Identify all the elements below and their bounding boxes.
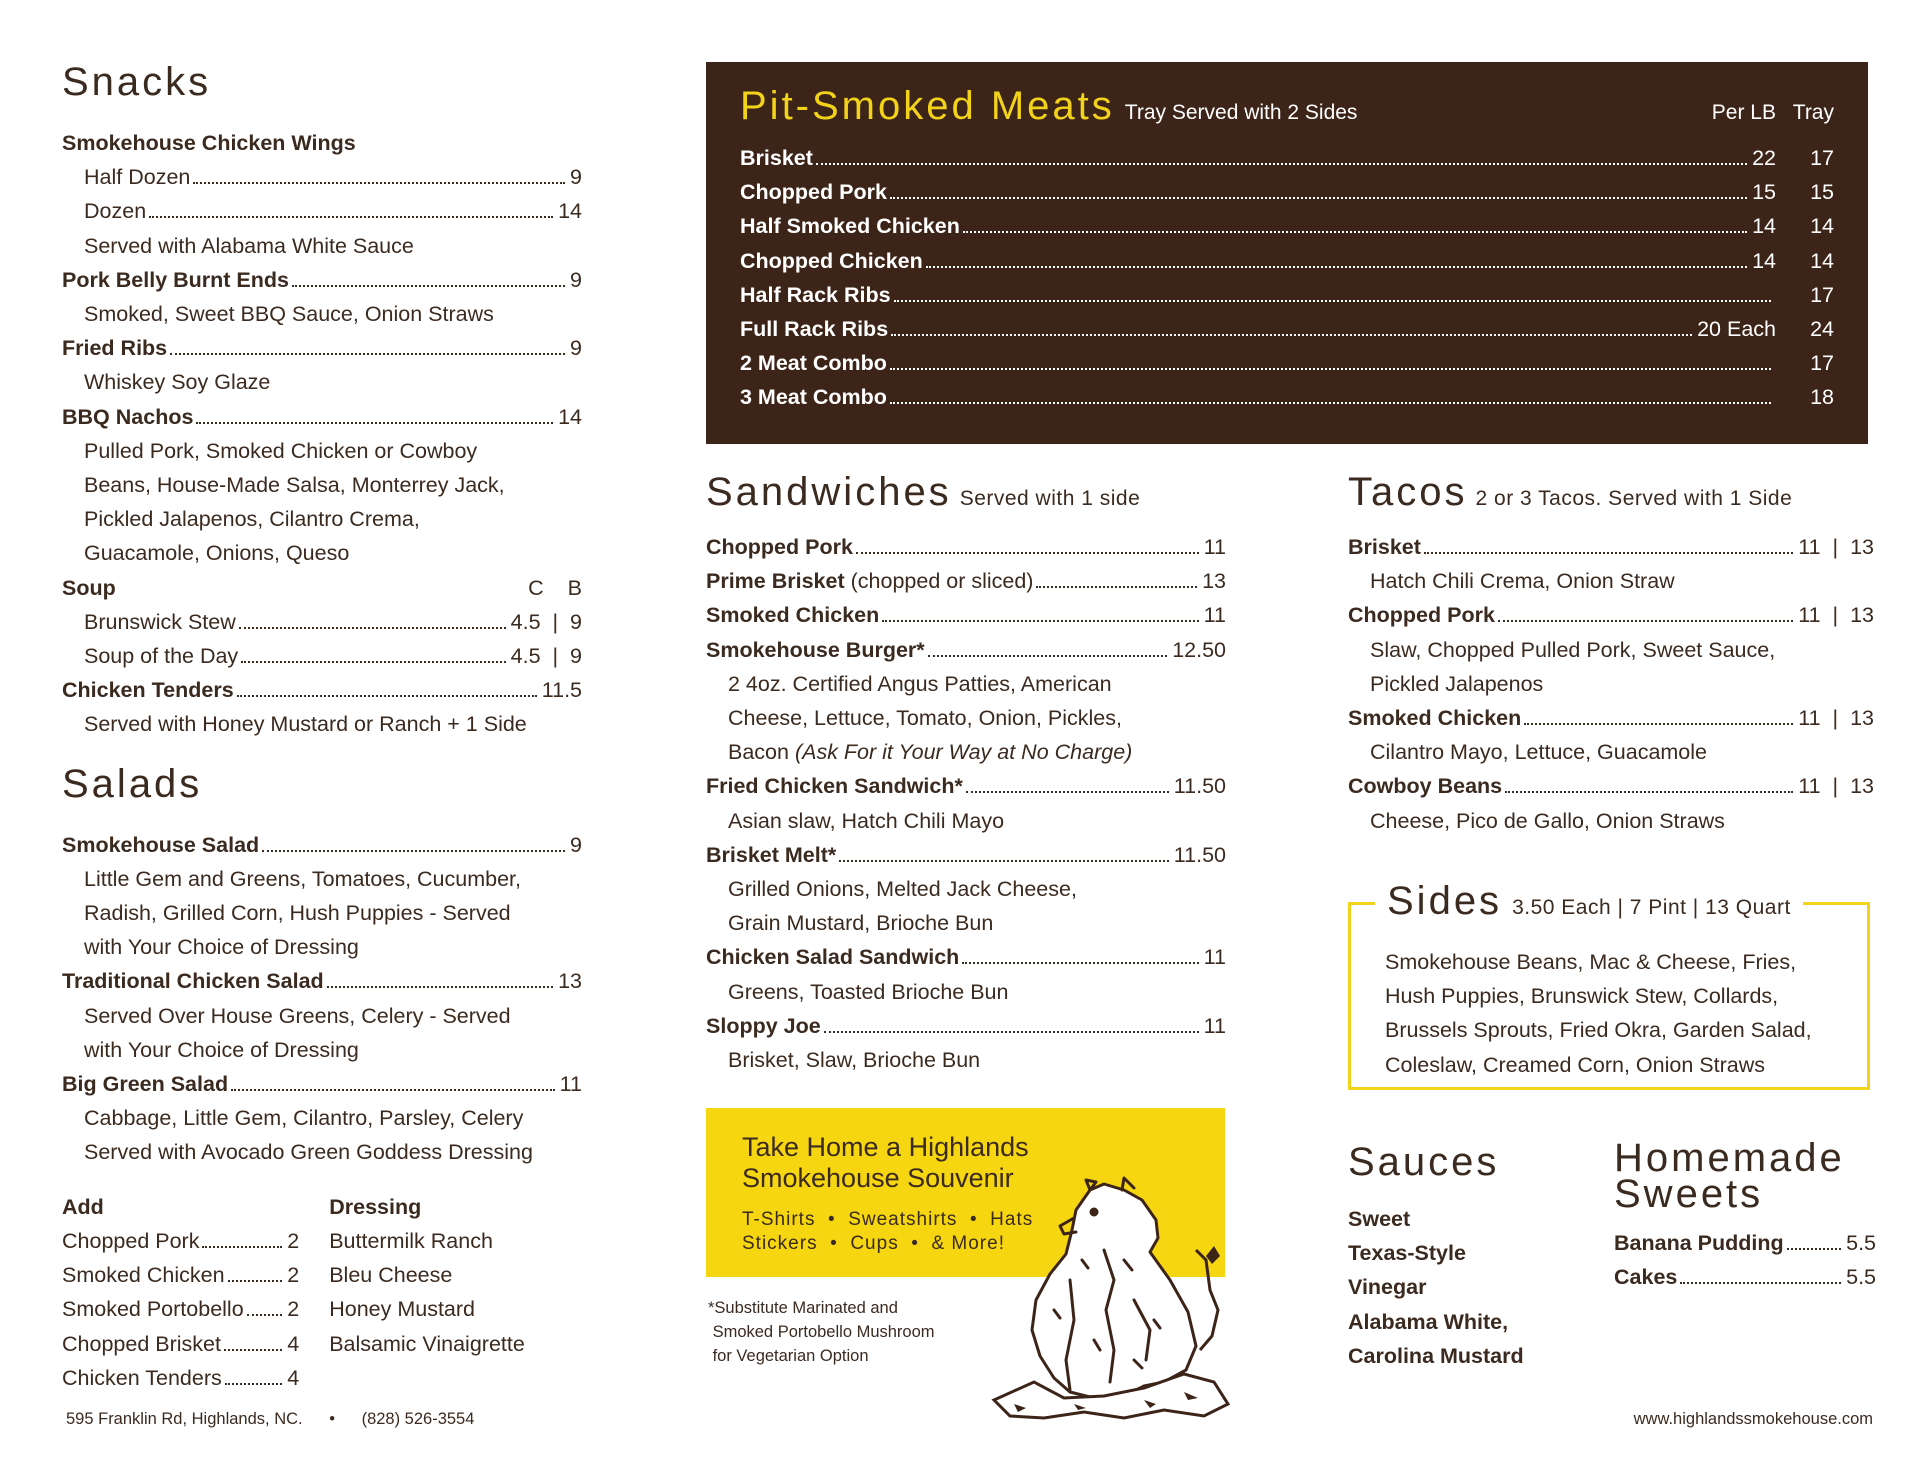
sides-line: Hush Puppies, Brunswick Stew, Collards, [1385,984,1779,1009]
sauce-item: Carolina Mustard [1348,1343,1524,1368]
menu-item: Brisket 11 | 13 [1348,535,1874,559]
bear-illustration-icon [974,1160,1234,1428]
add-dressing-section [62,1190,582,1395]
menu-item: Cowboy Beans 11 | 13 [1348,774,1874,799]
souvenir-items: T-Shirts • Sweatshirts • Hats [742,1209,1034,1230]
menu-item: Traditional Chicken Salad 13 [62,969,582,994]
menu-item: Sloppy Joe 11 [706,1013,1226,1038]
menu-item: Smoked Chicken 11 [706,603,1226,628]
sides-title: Sides 3.50 Each | 7 Pint | 13 Quart [1375,879,1803,924]
item-description: Brisket, Slaw, Brioche Bun [728,1048,981,1073]
item-description: Beans, House-Made Salsa, Monterrey Jack, [84,473,505,498]
dressing-list [329,1190,582,1395]
menu-item: Fried Chicken Sandwich* 11.50 [706,774,1226,799]
meat-item: Half Smoked Chicken 14 14 [740,214,1834,239]
item-description: Cilantro Mayo, Lettuce, Guacamole [1370,740,1707,765]
website-link[interactable]: www.highlandssmokehouse.com [1633,1410,1873,1428]
item-description: Served with Avocado Green Goddess Dressing [84,1140,533,1165]
add-item: Chopped Brisket 4 [62,1331,300,1356]
meat-item: Chopped Chicken 14 14 [740,248,1834,273]
sandwiches-column [706,470,1226,1077]
sweets-section [1614,1136,1876,1294]
meats-subtitle: Tray Served with 2 Sides [1124,101,1358,124]
add-item: Chicken Tenders 4 [62,1365,300,1390]
meat-item: Brisket 22 17 [740,146,1834,170]
menu-item: Cakes 5.5 [1614,1265,1876,1290]
footer-contact [66,1410,474,1429]
item-description: Radish, Grilled Corn, Hush Puppies - Served [84,901,511,926]
menu-item: Pork Belly Burnt Ends 9 [62,267,582,292]
menu-item: Chopped Pork 11 [706,535,1226,559]
item-description: Served with Honey Mustard or Ranch + 1 Side [84,712,527,737]
meat-item: 2 Meat Combo 17 [740,351,1834,376]
add-item: Chopped Pork 2 [62,1228,300,1253]
add-title: Add [62,1194,104,1219]
menu-item: Chicken Salad Sandwich 11 [706,945,1226,970]
salads-title: Salads [62,761,203,806]
menu-item: Brisket Melt* 11.50 [706,842,1226,867]
sides-box [1348,879,1870,1090]
menu-item: Big Green Salad 11 [62,1072,582,1097]
item-description: Pickled Jalapenos, Cilantro Crema, [84,507,420,532]
sides-line: Brussels Sprouts, Fried Okra, Garden Salad, [1385,1018,1812,1043]
item-description: with Your Choice of Dressing [84,935,359,960]
menu-item: Prime Brisket (chopped or sliced) 13 [706,569,1226,594]
souvenir-items: Stickers • Cups • & More! [742,1233,1005,1254]
item-description: Bacon (Ask For it Your Way at No Charge) [728,740,1133,765]
sides-subtitle: 3.50 Each | 7 Pint | 13 Quart [1512,896,1791,919]
sweets-title: Homemade Sweets [1614,1136,1845,1216]
sauces-section [1348,1140,1588,1373]
item-description: Served Over House Greens, Celery - Served [84,1003,511,1028]
vegetarian-note: *Substitute Marinated and Smoked Portobello Mushroom for Vegetarian Option [708,1299,935,1365]
souvenir-heading: Take Home a Highlands [742,1132,1029,1162]
dressing-item: Balsamic Vinaigrette [329,1331,525,1356]
tacos-column [1348,470,1874,838]
menu-item: Smokehouse Chicken Wings [62,131,356,155]
soup-header: Soup C B [62,575,582,600]
menu-item: Banana Pudding 5.5 [1614,1231,1876,1255]
meats-title: Pit-Smoked Meats [740,84,1115,128]
item-description: Whiskey Soy Glaze [84,370,271,395]
menu-item: Soup of the Day 4.5 | 9 [84,644,582,669]
meat-item: 3 Meat Combo 18 [740,385,1834,410]
item-description: Cabbage, Little Gem, Cilantro, Parsley, Celery [84,1106,524,1131]
sandwiches-subtitle: Served with 1 side [959,487,1141,510]
item-description: Greens, Toasted Brioche Bun [728,979,1009,1004]
item-description: Pulled Pork, Smoked Chicken or Cowboy [84,438,478,463]
item-description: with Your Choice of Dressing [84,1037,359,1062]
sauces-title: Sauces [1348,1140,1500,1184]
address: 595 Franklin Rd, Highlands, NC. [66,1410,303,1428]
item-description: Slaw, Chopped Pulled Pork, Sweet Sauce, [1370,637,1776,662]
meat-item: Full Rack Ribs 20 Each 24 [740,317,1834,342]
tacos-title: Tacos 2 or 3 Tacos. Served with 1 Side [1348,470,1793,514]
menu-item: Smoked Chicken 11 | 13 [1348,706,1874,731]
add-list [62,1190,299,1395]
menu-item: Fried Ribs 9 [62,336,582,361]
meats-header [740,84,1834,129]
pit-smoked-meats-panel [706,62,1868,444]
item-description: Grain Mustard, Brioche Bun [728,911,994,936]
menu-item: Smokehouse Burger* 12.50 [706,637,1226,662]
tacos-subtitle: 2 or 3 Tacos. Served with 1 Side [1475,487,1793,510]
dressing-title: Dressing [329,1194,422,1219]
item-description: Served with Alabama White Sauce [84,233,414,258]
menu-item: Chopped Pork 11 | 13 [1348,603,1874,628]
dressing-item: Bleu Cheese [329,1263,453,1288]
sauce-item: Alabama White, [1348,1309,1509,1334]
item-description: Pickled Jalapenos [1370,671,1544,696]
menu-item: Dozen 14 [84,199,582,224]
item-description: 2 4oz. Certified Angus Patties, American [728,671,1112,696]
phone-number[interactable]: (828) 526-3554 [361,1410,475,1428]
add-item: Smoked Chicken 2 [62,1263,300,1288]
sides-line: Coleslaw, Creamed Corn, Onion Straws [1385,1052,1765,1077]
sauce-item: Texas-Style [1348,1241,1466,1266]
dressing-item: Honey Mustard [329,1297,476,1322]
sauce-item: Vinegar [1348,1275,1427,1300]
menu-item: Half Dozen 9 [84,165,582,190]
item-description: Grilled Onions, Melted Jack Cheese, [728,877,1077,902]
dressing-item: Buttermilk Ranch [329,1228,493,1253]
item-description: Asian slaw, Hatch Chili Mayo [728,808,1005,833]
meat-item: Chopped Pork 15 15 [740,180,1834,205]
snacks-title: Snacks [62,60,212,104]
sauce-item: Sweet [1348,1207,1411,1231]
item-description: Little Gem and Greens, Tomatoes, Cucumber, [84,866,521,891]
item-description: Hatch Chili Crema, Onion Straw [1370,569,1675,594]
meat-item: Half Rack Ribs 17 [740,282,1834,307]
item-description: Cheese, Lettuce, Tomato, Onion, Pickles, [728,706,1122,731]
item-description: Guacamole, Onions, Queso [84,541,350,566]
menu-item: Smokehouse Salad 9 [62,832,582,857]
left-column [62,60,582,1395]
item-description: Smoked, Sweet BBQ Sauce, Onion Straws [84,302,494,327]
add-item: Smoked Portobello 2 [62,1297,300,1322]
menu-item: Brunswick Stew 4.5 | 9 [84,609,582,634]
meats-column-headers: Per LB Tray [1711,101,1834,124]
sides-line: Smokehouse Beans, Mac & Cheese, Fries, [1385,950,1797,974]
menu-item: Chicken Tenders 11.5 [62,678,582,703]
sandwiches-title: Sandwiches Served with 1 side [706,470,1141,514]
souvenir-heading: Smokehouse Souvenir [742,1163,1014,1193]
item-description: Cheese, Pico de Gallo, Onion Straws [1370,808,1725,833]
separator-dot: • [329,1410,335,1428]
menu-item: BBQ Nachos 14 [62,404,582,429]
